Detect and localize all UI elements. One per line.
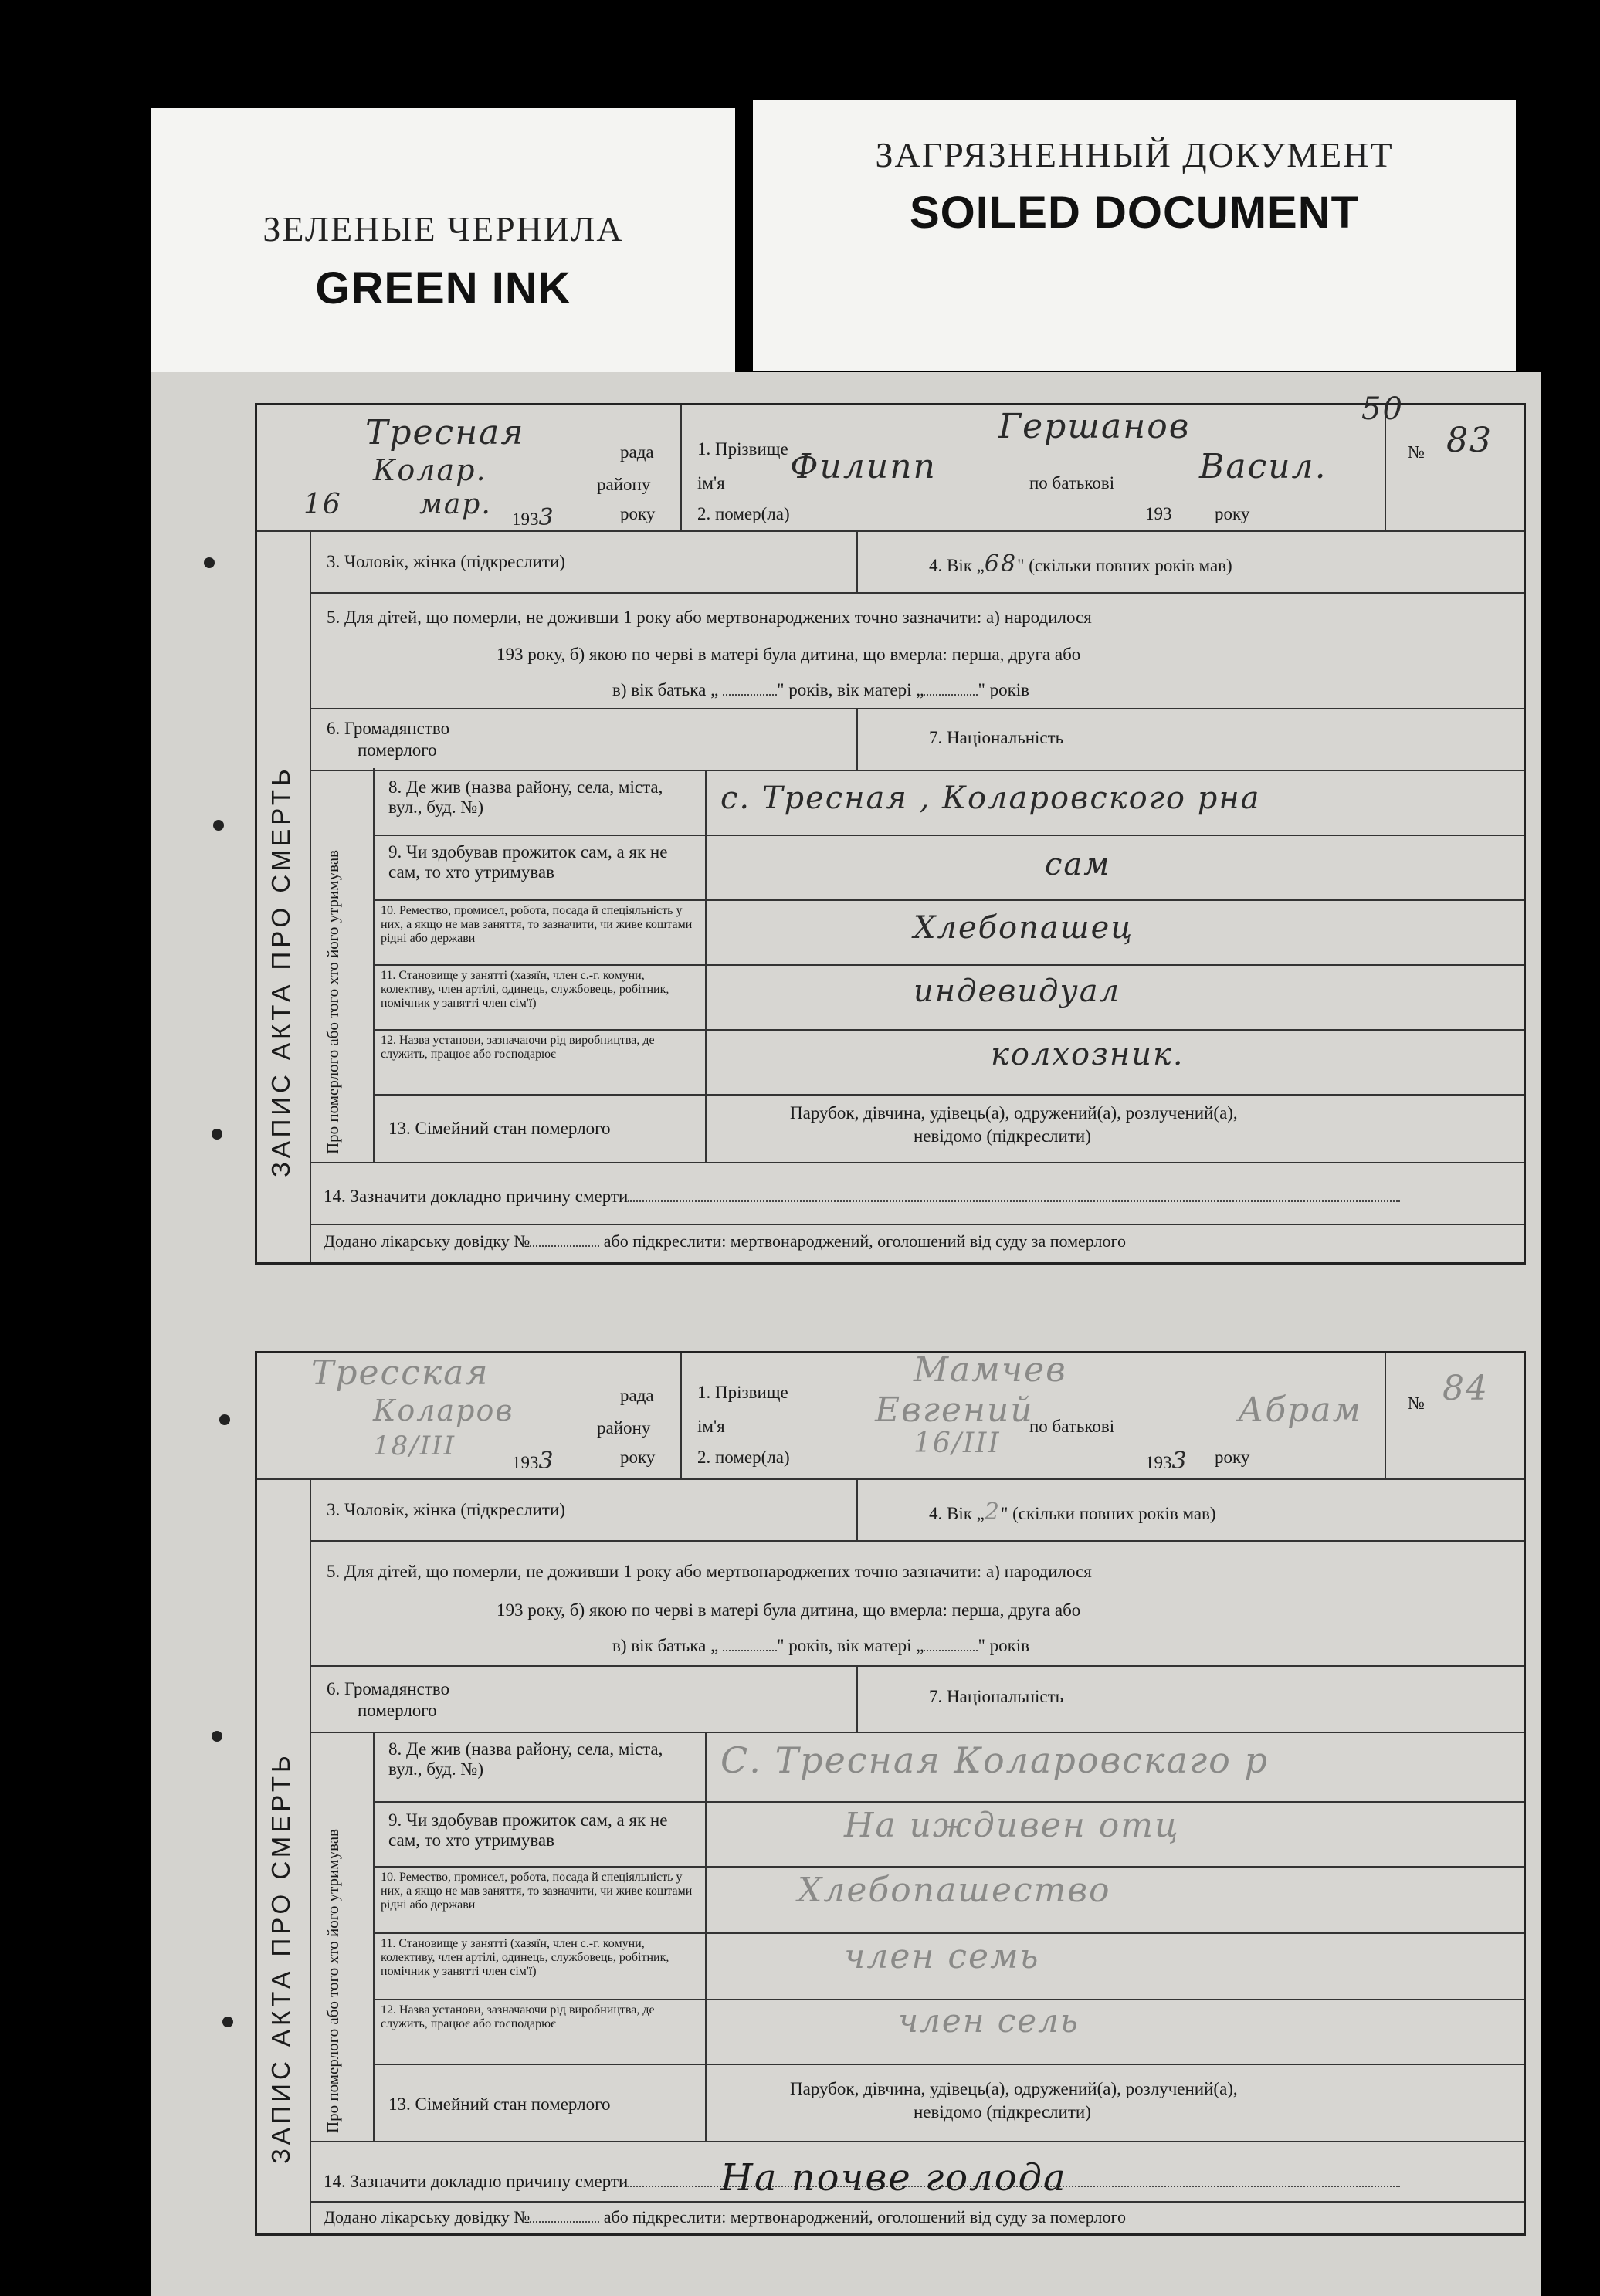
rada-value: Тресная	[365, 413, 525, 452]
q6-label-b: померлого	[358, 1701, 437, 1720]
q5-line2: року, б) якою по черві в матері була дитина, що вмерла: перша, друга або	[527, 645, 1081, 664]
q2-roku: року	[1215, 1448, 1250, 1467]
q13-options: Парубок, дівчина, удівець(а), одружений(а), розлучений(а),	[790, 2079, 1238, 2098]
cause-value: На почве голода	[720, 2156, 1067, 2199]
side-title: ЗАПИС АКТА ПРО СМЕРТЬ	[266, 1752, 295, 2164]
soiled-label-en: SOILED DOCUMENT	[909, 188, 1360, 238]
record-number: 83	[1446, 421, 1493, 460]
side-subtitle: Про померлого або того хто його утримував	[324, 850, 342, 1154]
q5-line3: в) вік батька	[612, 680, 707, 699]
number-label: №	[1408, 442, 1425, 462]
livelihood-value: сам	[1045, 847, 1111, 882]
rada-label: рада	[620, 442, 654, 462]
q5-line3c: років	[989, 1636, 1030, 1655]
rada-label: рада	[620, 1386, 654, 1405]
q9-label: 9. Чи здобував прожиток сам, а як не сам, то хто утримував	[388, 842, 668, 882]
q2-year: 193	[1145, 504, 1172, 523]
punch-hole	[212, 1731, 222, 1742]
age-value: 2	[984, 1498, 1001, 1526]
patronymic-value: Абрам	[1238, 1390, 1363, 1430]
surname-value: Мамчев	[914, 1350, 1067, 1390]
footer-b: або підкреслити: мертвонароджений, оголошений від суду за померлого	[603, 2207, 1126, 2227]
q5-line3b: років, вік матері	[788, 1636, 912, 1655]
q4-label: 4. Вік	[929, 1504, 972, 1523]
q6-label: 6. Громадянство	[327, 1679, 450, 1698]
q5-line3b: років, вік матері	[788, 680, 912, 699]
soiled-document-label-card	[753, 100, 1516, 371]
date-day: 16	[303, 489, 342, 520]
name-value: Евгений	[875, 1390, 1034, 1430]
q11-label: 11. Становище у занятті (хазяїн, член с.-г. комуни, колективу, член артілі, одинець, службовець, робітник, помічник у занятті член сім'ї)	[381, 969, 669, 1010]
q12-label: 12. Назва установи, зазначаючи рід виробництва, де служить, працює або господарює	[381, 1034, 655, 1061]
q13-label: 13. Сімейний стан померлого	[388, 1119, 611, 1138]
q5-line3c: років	[989, 680, 1030, 699]
status-value: индевидуал	[914, 974, 1121, 1009]
roku-label: року	[620, 504, 656, 523]
green-ink-label-ru: ЗЕЛЕНЫЕ ЧЕРНИЛА	[263, 209, 624, 249]
imya-label: ім'я	[697, 1417, 725, 1436]
date-day: 18/III	[373, 1431, 456, 1461]
side-title: ЗАПИС АКТА ПРО СМЕРТЬ	[266, 765, 295, 1177]
q5-line1: 5. Для дітей, що померли, не доживши 1 року або мертвонароджених точно зазначити: а) народилося	[327, 608, 1092, 627]
q1-label: 1. Прізвище	[697, 439, 788, 459]
status-value: член семь	[844, 1937, 1040, 1976]
death-year-digit: 3	[1171, 1448, 1188, 1475]
po-batkovi-label: по батькові	[1029, 473, 1115, 493]
name-value: Филипп	[790, 447, 937, 486]
q4-tail: (скільки повних років мав)	[1029, 556, 1232, 575]
death-record-form-1: Тресная рада Колар. районy 16 мар. 1933 року 1. Прізвище Гершанов ім'я Филипп по батькові Васил. 2. помер(ла) 193 року 50 № 83 ЗАПИС АКТА ПРО СМЕРТЬ Про померлого або того хто його утримував 3. Чоловік, жінка (підкреслити) 4. Вік „68" (скільки повних років мав) 5. Для дітей, що померли, не доживши 1 року або мертвонароджених точно зазначити: а) народилося 193 року, б) якою по черві в матері була дитина, що вмерла: перша, друга або в) вік батька „ " років, вік матері „ " років 6. Громадянство померлого 7. Національність 8. Де жив (назва району, села, міста, вул., буд. №) с. Тресная , Коларовского рна 9. Чи здобував прожиток сам, а як не сам, то хто утримував сам 10. Ремество, промисел, робота, посада й спеціяльність у них, а якщо не мав заняття, то зазначити, чи живе коштами рідні або держави Хлебопашец 11. Становище у занятті (хазяїн, член с.-г. комуни, колективу, член артілі, одинець, службовець, робітник, помічник у занятті член сім'ї) индевидуал 12. Назва установи, зазначаючи рід виробництва, де служить, працює або господарює колхозник. 13. Сімейний стан померлого Парубок, дівчина, удівець(а), одружений(а), розлучений(а), невідомо (підкреслити) 14. Зазначити докладно причину смерти Додано лікарську довідку № або підкреслити: мертвонароджений, оголошений від суду за померлого	[255, 403, 1526, 1265]
q4-label: 4. Вік	[929, 556, 972, 575]
roku-label: року	[620, 1448, 656, 1467]
surname-value: Гершанов	[998, 407, 1191, 446]
age-value: 68	[984, 550, 1018, 577]
corner-note: 50	[1361, 391, 1404, 427]
livelihood-value: На иждивен отц	[844, 1806, 1180, 1845]
punch-hole	[204, 557, 215, 568]
q1-label: 1. Прізвище	[697, 1383, 788, 1402]
residence-value: с. Тресная , Коларовского рна	[720, 781, 1261, 816]
q5-line3: в) вік батька	[612, 1636, 707, 1655]
rada-value: Тресская	[311, 1353, 490, 1393]
q13-options-2: невідомо (підкреслити)	[914, 1126, 1091, 1146]
imya-label: ім'я	[697, 473, 725, 493]
green-ink-label-card	[151, 108, 735, 395]
death-record-form-2: Тресская рада Коларов районy 18/III 1933 року 1. Прізвище Мамчев ім'я Евгений по батькові Абрам 2. помер(ла) 16/III 1933 року № 84 ЗАПИС АКТА ПРО СМЕРТЬ Про померлого або того хто його утримував 3. Чоловік, жінка (підкреслити) 4. Вік „2" (скільки повних років мав) 5. Для дітей, що померли, не доживши 1 року або мертвонароджених точно зазначити: а) народилося 193 року, б) якою по черві в матері була дитина, що вмерла: перша, друга або в) вік батька „ " років, вік матері „ " років 6. Громадянство померлого 7. Національність 8. Де жив (назва району, села, міста, вул., буд. №) С. Тресная Коларовскаго р 9. Чи здобував прожиток сам, а як не сам, то хто утримував На иждивен отц 10. Ремество, промисел, робота, посада й спеціяльність у них, а якщо не мав заняття, то зазначити, чи живе коштами рідні або держави Хлебопашество 11. Становище у занятті (хазяїн, член с.-г. комуни, колективу, член артілі, одинець, службовець, робітник, помічник у занятті член сім'ї) член семь 12. Назва установи, зазначаючи рід виробництва, де служить, працює або господарює член сель 13. Сімейний стан померлого Парубок, дівчина, удівець(а), одружений(а), розлучений(а), невідомо (підкреслити) 14. Зазначити докладно причину смерти На почве голода Додано лікарську довідку № або підкреслити: мертвонароджений, оголошений від суду за померлого	[255, 1351, 1526, 2236]
side-subtitle: Про померлого або того хто його утримував	[324, 1829, 342, 2133]
q7-label: 7. Національність	[929, 1687, 1064, 1706]
q3-label: 3. Чоловік, жінка (підкреслити)	[327, 552, 565, 571]
date-month: мар.	[419, 489, 492, 520]
punch-hole	[213, 820, 224, 831]
q12-label: 12. Назва установи, зазначаючи рід виробництва, де служить, працює або господарює	[381, 2003, 655, 2030]
q5-year: 193	[497, 645, 524, 664]
year-digit: 3	[538, 1448, 555, 1475]
q5-line2: року, б) якою по черві в матері була дитина, що вмерла: перша, друга або	[527, 1600, 1081, 1620]
punch-hole	[222, 2017, 233, 2027]
q2-roku: року	[1215, 504, 1250, 523]
q8-label: 8. Де жив (назва району, села, міста, вул., буд. №)	[388, 777, 663, 817]
year-prefix: 193	[512, 1453, 539, 1472]
raion-value: Коларов	[373, 1394, 514, 1427]
q7-label: 7. Національність	[929, 728, 1064, 747]
residence-value: С. Тресная Коларовскаго р	[720, 1739, 1269, 1781]
q6-label: 6. Громадянство	[327, 719, 450, 738]
footer-label: Додано лікарську довідку №	[324, 1231, 531, 1251]
q2-label: 2. помер(ла)	[697, 504, 790, 523]
occupation-value: Хлебопашество	[798, 1871, 1111, 1910]
q8-label: 8. Де жив (назва району, села, міста, вул., буд. №)	[388, 1739, 663, 1779]
raion-label: районy	[597, 475, 651, 494]
raion-label: районy	[597, 1418, 651, 1438]
occupation-value: Хлебопашец	[914, 910, 1134, 946]
year-prefix: 193	[512, 510, 539, 529]
death-date: 16/III	[914, 1427, 1001, 1459]
q11-label: 11. Становище у занятті (хазяїн, член с.-г. комуни, колективу, член артілі, одинець, службовець, робітник, помічник у занятті член сім'ї)	[381, 1937, 669, 1978]
institution-value: член сель	[898, 2002, 1080, 2040]
q14-label: 14. Зазначити докладно причину смерти	[324, 1187, 629, 1206]
q14-label: 14. Зазначити докладно причину смерти	[324, 2172, 629, 2191]
number-label: №	[1408, 1394, 1425, 1413]
document-page	[151, 372, 1541, 2296]
q5-year: 193	[497, 1600, 524, 1620]
raion-value: Колар.	[373, 453, 487, 487]
q3-label: 3. Чоловік, жінка (підкреслити)	[327, 1500, 565, 1519]
green-ink-label-en: GREEN INK	[315, 263, 571, 313]
q9-label: 9. Чи здобував прожиток сам, а як не сам, то хто утримував	[388, 1810, 668, 1850]
q13-options-2: невідомо (підкреслити)	[914, 2102, 1091, 2122]
punch-hole	[219, 1414, 230, 1425]
q2-year: 193	[1145, 1453, 1172, 1472]
patronymic-value: Васил.	[1199, 447, 1327, 486]
punch-hole	[212, 1129, 222, 1140]
q10-label: 10. Ремество, промисел, робота, посада й спеціяльність у них, а якщо не мав заняття, то зазначити, чи живе коштами рідні або держави	[381, 904, 693, 945]
q13-label: 13. Сімейний стан померлого	[388, 2095, 611, 2114]
institution-value: колхозник.	[991, 1037, 1185, 1072]
q5-line1: 5. Для дітей, що померли, не доживши 1 року або мертвонароджених точно зазначити: а) народилося	[327, 1562, 1092, 1581]
footer-label: Додано лікарську довідку №	[324, 2207, 531, 2227]
po-batkovi-label: по батькові	[1029, 1417, 1115, 1436]
q13-options: Парубок, дівчина, удівець(а), одружений(а), розлучений(а),	[790, 1103, 1238, 1123]
year-digit: 3	[538, 504, 555, 531]
q2-label: 2. помер(ла)	[697, 1448, 790, 1467]
soiled-label-ru: ЗАГРЯЗНЕННЫЙ ДОКУМЕНТ	[875, 135, 1394, 174]
q4-tail: (скільки повних років мав)	[1012, 1504, 1216, 1523]
q6-label-b: померлого	[358, 740, 437, 760]
footer-b: або підкреслити: мертвонароджений, оголошений від суду за померлого	[603, 1231, 1126, 1251]
record-number: 84	[1442, 1369, 1489, 1408]
q10-label: 10. Ремество, промисел, робота, посада й спеціяльність у них, а якщо не мав заняття, то зазначити, чи живе коштами рідні або держави	[381, 1871, 693, 1912]
